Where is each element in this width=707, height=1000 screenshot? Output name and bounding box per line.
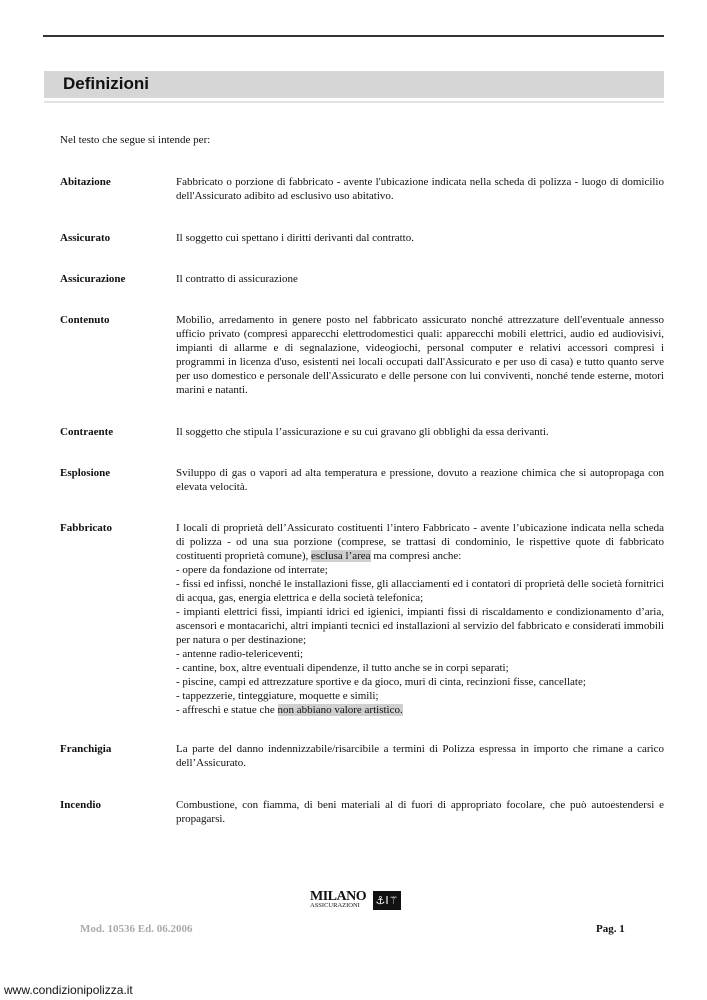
highlighted-text: esclusa l’area bbox=[311, 550, 371, 562]
top-rule bbox=[43, 35, 664, 37]
term: Contraente bbox=[60, 426, 114, 438]
definition-assicurazione bbox=[60, 272, 664, 286]
highlighted-text: non abbiano valore artistico. bbox=[277, 704, 403, 716]
definition-franchigia bbox=[60, 742, 664, 770]
model-edition: Mod. 10536 Ed. 06.2006 bbox=[80, 923, 193, 935]
term: Contenuto bbox=[60, 314, 110, 326]
list-item: - impianti elettrici fissi, impianti idrici ed igienici, impianti fissi di riscaldamento e condizionamento d’aria, ascensori e montacarichi, altri impianti tecnici ed installazioni al servizio del fabbricato e considerati immobili per natura o per destinazione; bbox=[176, 606, 664, 646]
definition-text: Fabbricato o porzione di fabbricato - avente l'ubicazione indicata nella scheda di polizza - luogo di domicilio dell'Assicurato adibito ad esclusivo uso abitativo. bbox=[176, 176, 664, 202]
definition-esplosione bbox=[60, 466, 664, 494]
term: Assicurazione bbox=[60, 273, 126, 285]
definition-contraente bbox=[60, 425, 664, 439]
logo-subtitle: ASSICURAZIONI bbox=[310, 902, 360, 909]
section-title: Definizioni bbox=[63, 74, 149, 93]
logo-wordmark: MILANO bbox=[310, 889, 367, 904]
definition-text: Il contratto di assicurazione bbox=[176, 273, 298, 285]
text-segment: ma compresi anche: bbox=[370, 550, 462, 562]
definition-text bbox=[176, 521, 664, 563]
term: Assicurato bbox=[60, 232, 111, 244]
list-item: - opere da fondazione od interrate; bbox=[176, 564, 328, 576]
list-item: - tappezzerie, tinteggiature, moquette e simili; bbox=[176, 690, 379, 702]
intro-text: Nel testo che segue si intende per: bbox=[60, 134, 211, 146]
page-number: Pag. 1 bbox=[596, 923, 625, 935]
term: Esplosione bbox=[60, 467, 111, 479]
list-item: - antenne radio-telericeventi; bbox=[176, 648, 304, 660]
milano-assicurazioni-logo bbox=[310, 890, 402, 912]
list-item: - fissi ed infissi, nonché le installazioni fisse, gli allacciamenti ed i contatori di proprietà delle società fornitrici di acqua, gas, energia elettrica e della società telefonica; bbox=[176, 578, 664, 604]
term: Franchigia bbox=[60, 743, 112, 755]
definition-contenuto bbox=[60, 313, 664, 397]
list-item: - piscine, campi ed attrezzature sportive e da gioco, muri di cinta, recinzioni fisse, cancellate; bbox=[176, 676, 586, 688]
text-segment: - affreschi e statue che bbox=[176, 704, 278, 716]
definition-text: Sviluppo di gas o vapori ad alta temperatura e pressione, dovuto a reazione chimica che si autopropaga con elevata velocità. bbox=[176, 467, 664, 493]
term: Fabbricato bbox=[60, 522, 112, 534]
definition-text: Il soggetto cui spettano i diritti derivanti dal contratto. bbox=[176, 232, 414, 244]
text-segment: I locali di proprietà dell’Assicurato costituenti l’intero Fabbricato - avente l’ubicazione indicata nella scheda di polizza - od una sua porzione (comprese, se trattasi di condominio, le rispettive quote di fabbricato costituenti proprietà comune), bbox=[176, 522, 664, 562]
definition-text: Combustione, con fiamma, di beni materiali al di fuori di appropriato focolare, che può autoestendersi e propagarsi. bbox=[176, 799, 664, 825]
definition-assicurato bbox=[60, 231, 664, 245]
list-item bbox=[176, 703, 664, 717]
definition-incendio bbox=[60, 798, 664, 826]
list-item: - cantine, box, altre eventuali dipendenze, il tutto anche se in corpi separati; bbox=[176, 662, 509, 674]
watermark-url: www.condizionipolizza.it bbox=[4, 983, 133, 997]
definition-text: La parte del danno indennizzabile/risarcibile a termini di Polizza espressa in importo che rimane a carico dell’Assicurato. bbox=[176, 743, 664, 769]
term: Abitazione bbox=[60, 176, 111, 188]
term: Incendio bbox=[60, 799, 101, 811]
section-header-underline bbox=[44, 101, 664, 103]
definition-text: Il soggetto che stipula l’assicurazione e su cui gravano gli obblighi da essa derivanti. bbox=[176, 426, 549, 438]
definition-fabbricato bbox=[60, 521, 664, 717]
definition-abitazione bbox=[60, 175, 664, 203]
anchor-emblem-icon: ⚓I⚚ bbox=[373, 891, 401, 910]
definition-text: Mobilio, arredamento in genere posto nel fabbricato assicurato nonché attrezzature dell'eventuale annesso ufficio privato (compresi apparecchi elettrodomestici quali: apparecchi mobili elettrici, audio ed audiovisivi, impianti di allarme e di segnalazione, videogiochi, personal computer e relativi accessori compresi i programmi in licenza d'uso, esistenti nei locali occupati dall'Assicurato e per uso di casa) e tutto quanto serve per uso domestico e personale dell'Assicurato e delle persone con lui conviventi, nonché tende esterne, motori marini e natanti. bbox=[176, 314, 664, 396]
